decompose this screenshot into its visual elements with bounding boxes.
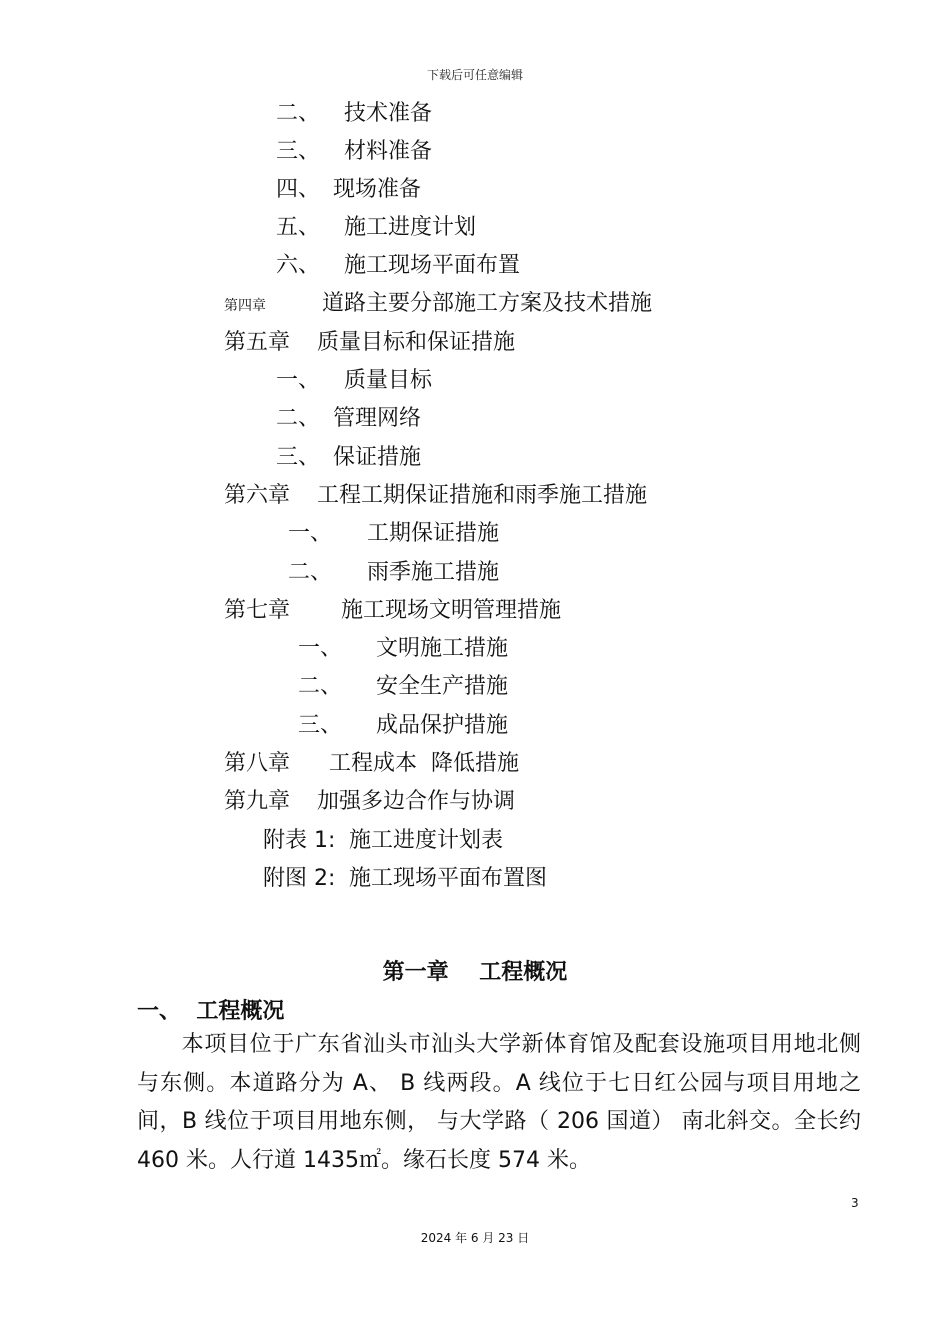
toc-item [298, 636, 508, 662]
toc-item [276, 368, 432, 394]
toc-appendix-title: 施工进度计划表 [349, 828, 504, 853]
toc-item-number: 三、 [298, 713, 343, 738]
toc-item-number: 二、 [276, 101, 321, 126]
toc-chapter-number: 第六章 [224, 483, 291, 508]
toc-item [276, 215, 476, 241]
toc-chapter-title: 工程成本 降低措施 [329, 751, 519, 776]
toc-item [276, 139, 432, 165]
toc-item-title: 管理网络 [333, 406, 422, 431]
toc-item-number: 四、 [276, 177, 321, 202]
page-number: 3 [851, 1196, 859, 1210]
toc-item-title: 施工进度计划 [344, 215, 477, 240]
toc-item-number: 一、 [276, 368, 321, 393]
toc-item [276, 445, 421, 471]
toc-item-title: 质量目标 [344, 368, 433, 393]
toc-appendix [263, 866, 547, 892]
toc-chapter [224, 483, 647, 509]
toc-appendix [263, 828, 503, 854]
footer-date: 2024 年 6 月 23 日 [420, 1231, 530, 1245]
toc-item-number: 二、 [276, 406, 321, 431]
section-title: 一、 工程概况 [137, 999, 285, 1024]
toc-item-title: 成品保护措施 [376, 713, 509, 738]
toc-chapter [224, 751, 519, 777]
toc-appendix-number: 附表 1: [263, 828, 336, 853]
toc-chapter-number: 第七章 [224, 598, 291, 623]
toc-item-title: 现场准备 [333, 177, 422, 202]
toc-item-title: 安全生产措施 [376, 674, 509, 699]
toc-chapter [224, 291, 652, 319]
toc-item-title: 工期保证措施 [367, 521, 500, 546]
toc-item-title: 文明施工措施 [376, 636, 509, 661]
toc-item [276, 406, 421, 432]
toc-item-number: 五、 [276, 215, 321, 240]
toc-item-number: 一、 [298, 636, 343, 661]
toc-item-number: 六、 [276, 253, 321, 278]
body-paragraph [137, 1026, 861, 1180]
toc-item-number: 二、 [298, 674, 343, 699]
toc-chapter-number: 第八章 [224, 751, 291, 776]
toc-item-title: 材料准备 [344, 139, 433, 164]
toc-chapter-title: 施工现场文明管理措施 [341, 598, 562, 623]
toc-item-title: 施工现场平面布置 [344, 253, 521, 278]
toc-chapter-title: 道路主要分部施工方案及技术措施 [322, 291, 653, 316]
toc-item-title: 雨季施工措施 [367, 560, 500, 585]
toc-item [288, 521, 499, 547]
toc-chapter-number: 第九章 [224, 789, 291, 814]
toc-item-number: 二、 [288, 560, 333, 585]
toc-item [276, 253, 520, 279]
toc-chapter-title: 工程工期保证措施和雨季施工措施 [317, 483, 648, 508]
toc-item-title: 保证措施 [333, 445, 422, 470]
toc-item [298, 713, 508, 739]
toc-item [298, 674, 508, 700]
toc-appendix-title: 施工现场平面布置图 [349, 866, 548, 891]
toc-item-number: 三、 [276, 139, 321, 164]
toc-chapter-title: 质量目标和保证措施 [317, 330, 516, 355]
toc-chapter [224, 330, 515, 356]
toc-item-title: 技术准备 [344, 101, 433, 126]
toc-item [276, 101, 432, 127]
page-header-note: 下载后可任意编辑 [426, 68, 523, 82]
toc-item-number: 一、 [288, 521, 333, 546]
toc-chapter-number: 第四章 [224, 298, 266, 314]
toc-item [288, 560, 499, 586]
toc-appendix-number: 附图 2: [263, 866, 336, 891]
toc-item-number: 三、 [276, 445, 321, 470]
chapter-title: 第一章 工程概况 [382, 960, 568, 985]
toc-chapter-number: 第五章 [224, 330, 291, 355]
toc-chapter [224, 789, 515, 815]
toc-item [276, 177, 421, 203]
body-paragraph-text: 本项目位于广东省汕头市汕头大学新体育馆及配套设施项目用地北侧与东侧。本道路分为 A、 B 线两段。A 线位于七日红公园与项目用地之间，B 线位于项目用地东侧， 与大学路（ 206 国道） 南北斜交。全长约 460 米。人行道 1435㎡。缘石长度 574 米。 [137, 1032, 861, 1173]
toc-chapter-title: 加强多边合作与协调 [317, 789, 516, 814]
toc-chapter [224, 598, 561, 624]
